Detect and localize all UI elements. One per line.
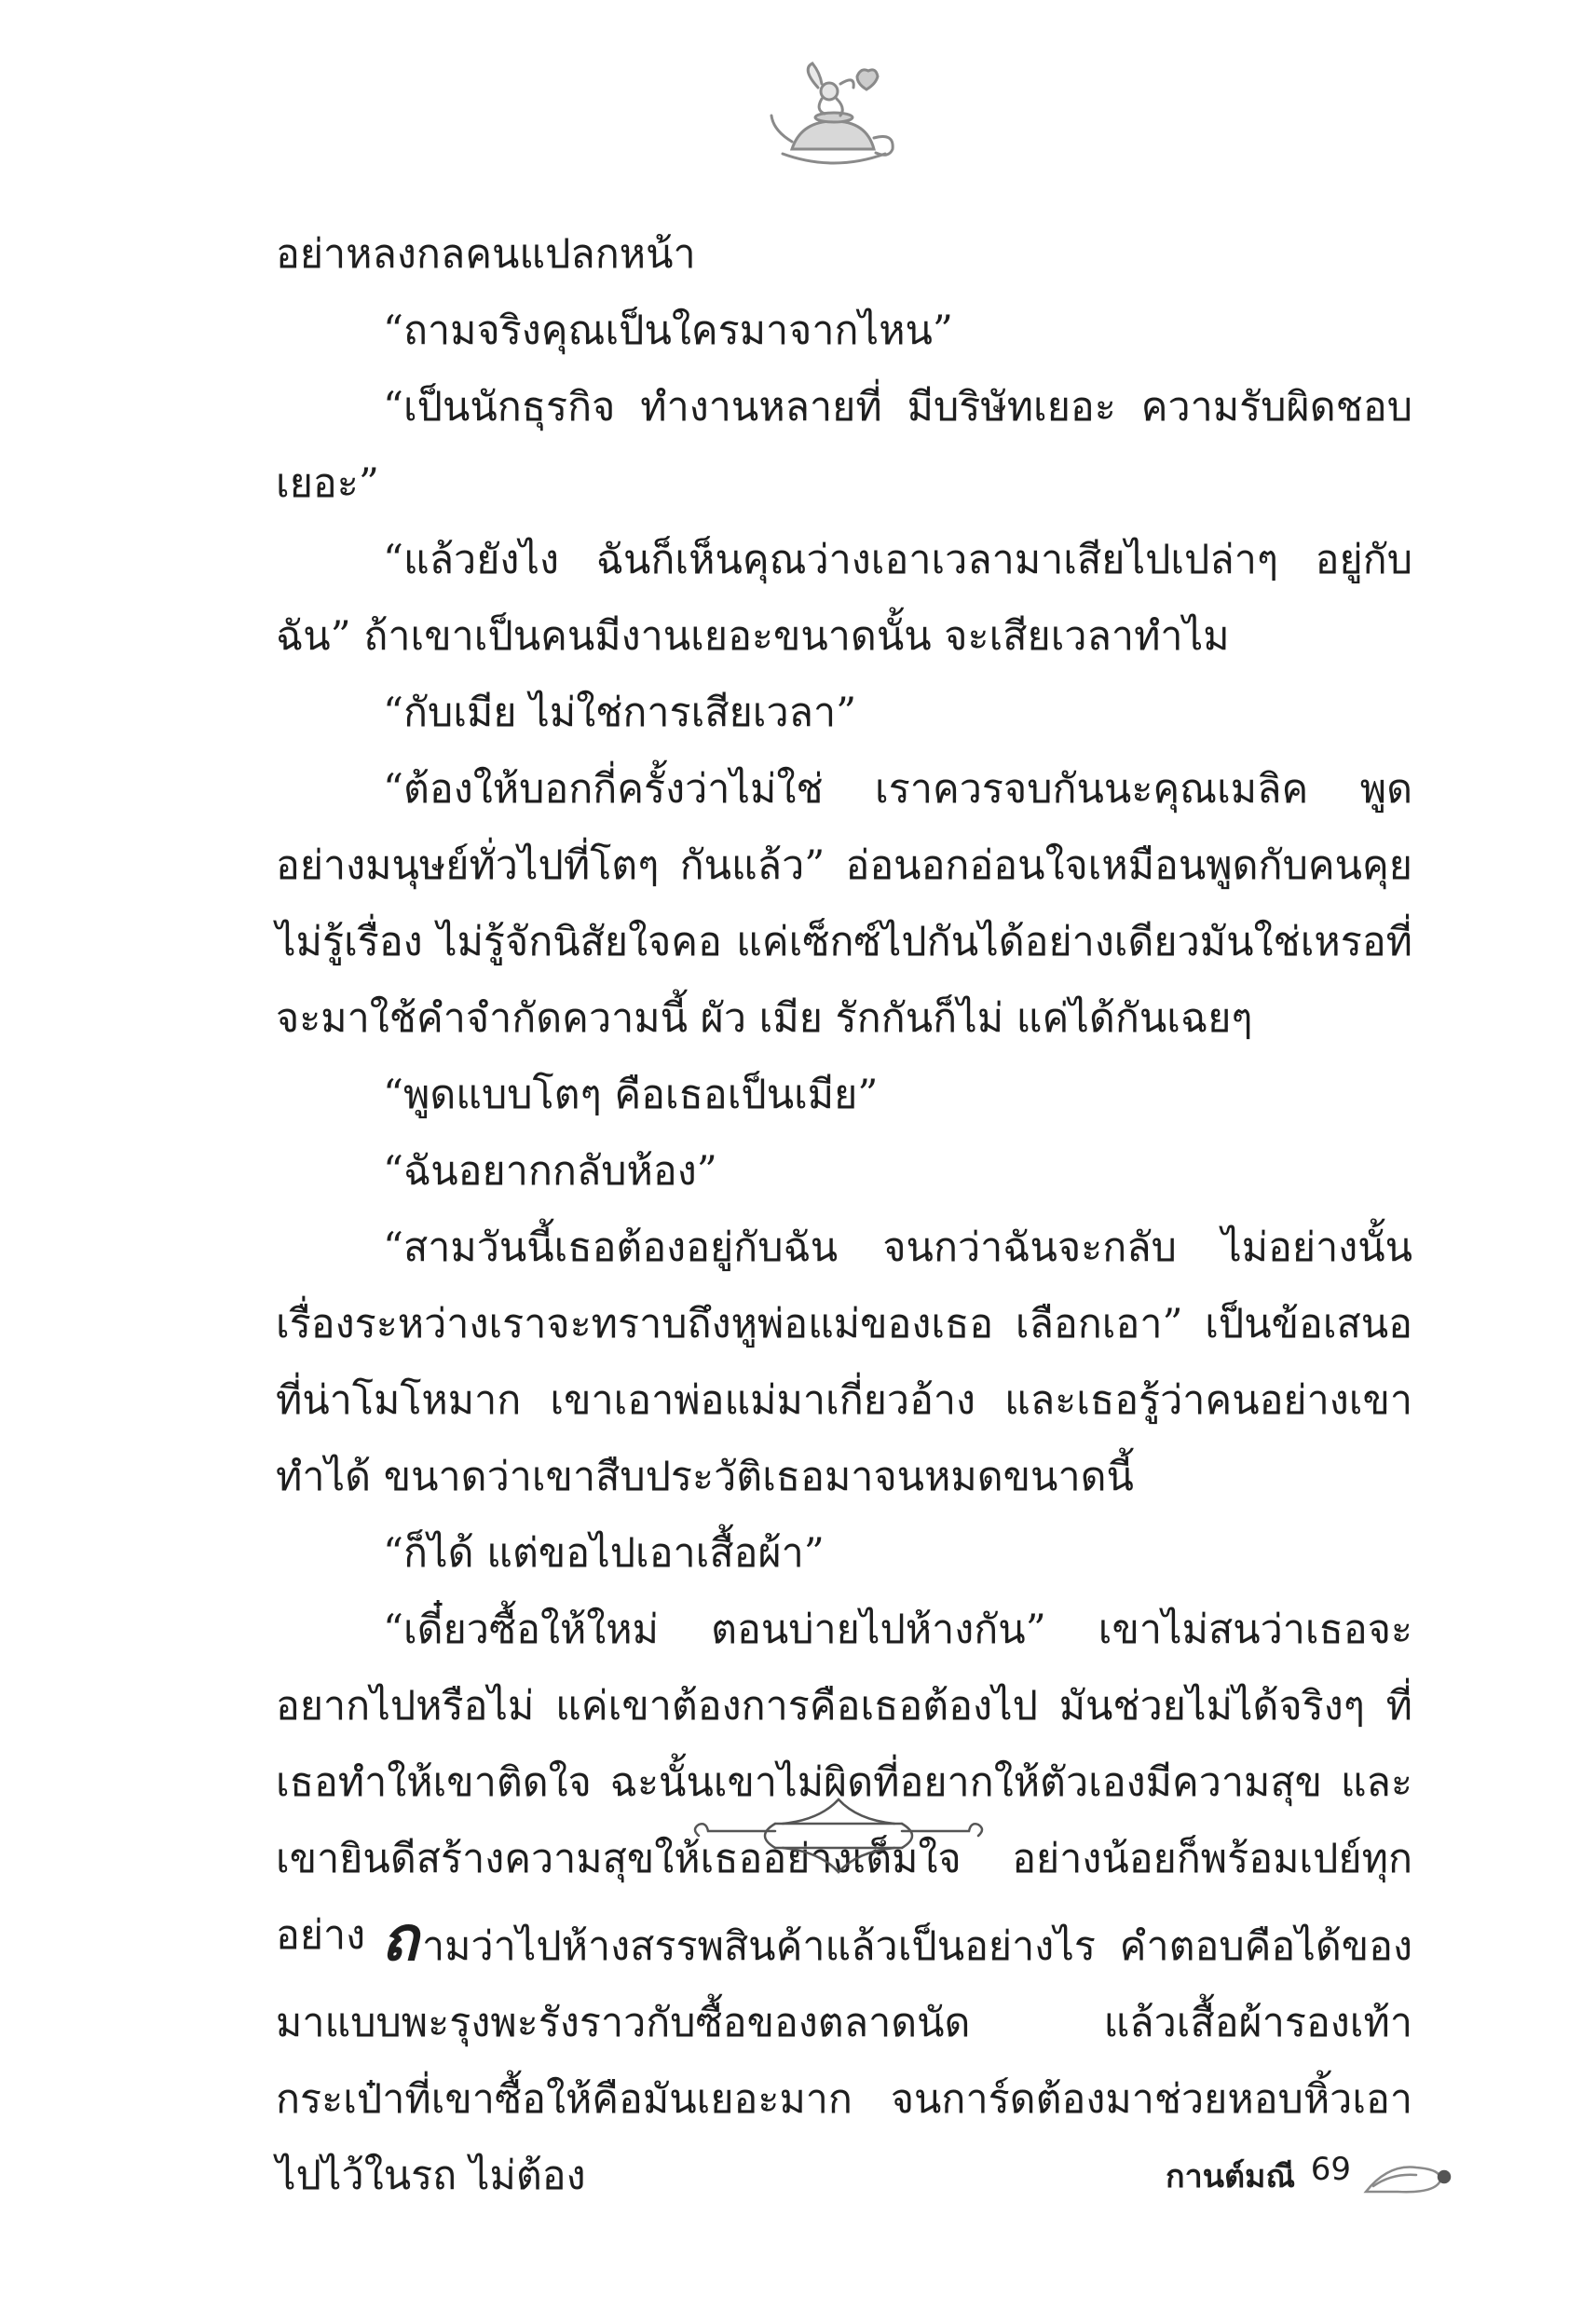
paragraph: “แล้วยังไง ฉันก็เห็นคุณว่างเอาเวลามาเสียไปเปล่าๆ อยู่กับฉัน” ถ้าเขาเป็นคนมีงานเยอะขนาดนั้น จะเสียเวลาทำไม bbox=[276, 537, 1412, 660]
paragraph: “ต้องให้บอกกี่ครั้งว่าไม่ใช่ เราควรจบกันนะคุณเมลิค พูดอย่างมนุษย์ทั่วไปที่โตๆ กันแล้ว” อ่อนอกอ่อนใจเหมือนพูดกับคนคุยไม่รู้เรื่อง ไม่รู้จักนิสัยใจคอ แค่เซ็กซ์ไปกันได้อย่างเดียวมันใช่เหรอที่จะมาใช้คำจำกัดความนี้ ผัว เมีย รักกันก็ไม่ แค่ได้กันเฉยๆ bbox=[276, 766, 1412, 1042]
body-text bbox=[276, 216, 1412, 1974]
teapot-ornament-icon bbox=[1360, 2145, 1453, 2199]
paragraph: “สามวันนี้เธอต้องอยู่กับฉัน จนกว่าฉันจะกลับ ไม่อย่างนั้นเรื่องระหว่างเราจะทราบถึงหูพ่อแม่ของเธอ เลือกเอา” เป็นข้อเสนอที่น่าโมโหมาก เขาเอาพ่อแม่มาเกี่ยวอ้าง และเธอรู้ว่าคนอย่างเขาทำได้ ขนาดว่าเขาสืบประวัติเธอมาจนหมดขนาดนี้ bbox=[276, 1224, 1412, 1500]
paragraph: “ก็ได้ แต่ขอไปเอาเสื้อผ้า” bbox=[383, 1530, 825, 1577]
paragraph: “เป็นนักธุรกิจ ทำงานหลายที่ มีบริษัทเยอะ ความรับผิดชอบเยอะ” bbox=[276, 384, 1412, 507]
paragraph: อย่าหลงกลคนแปลกหน้า bbox=[276, 231, 696, 278]
paragraph: “เดี๋ยวซื้อให้ใหม่ ตอนบ่ายไปห้างกัน” เขาไม่สนว่าเธอจะอยากไปหรือไม่ แค่เขาต้องการคือเธอต้องไป มันช่วยไม่ได้จริงๆ ที่เธอทำให้เขาติดใจ ฉะนั้นเขาไม่ผิดที่อยากให้ตัวเองมีความสุข และเขายินดีสร้างความสุขให้เธออย่างเต็มใจ อย่างน้อยก็พร้อมเปย์ทุกอย่าง bbox=[276, 1607, 1412, 1959]
paragraph: “กับเมีย ไม่ใช่การเสียเวลา” bbox=[383, 690, 857, 736]
section-two-text: ามว่าไปห้างสรรพสินค้าแล้วเป็นอย่างไร คำตอบคือได้ของมาแบบพะรุงพะรังราวกับซื้อของตลาดนัด แล้วเสื้อผ้ารองเท้ากระเป๋าที่เขาซื้อให้คือมันเยอะมาก จนการ์ดต้องมาช่วยหอบหิ้วเอาไปไว้ในรถ ไม่ต้อง bbox=[276, 1923, 1412, 2199]
paragraph: “พูดแบบโตๆ คือเธอเป็นเมีย” bbox=[383, 1072, 879, 1118]
page-number: 69 bbox=[1310, 2151, 1351, 2188]
drop-cap: ถ bbox=[381, 1903, 418, 1975]
scroll-divider-icon bbox=[689, 1794, 988, 1878]
book-title: กานต์มณี bbox=[1166, 2158, 1295, 2195]
paragraph: “ถามจริงคุณเป็นใครมาจากไหน” bbox=[383, 308, 953, 354]
page-footer bbox=[1062, 2145, 1453, 2201]
paragraph: “ฉันอยากกลับห้อง” bbox=[383, 1148, 717, 1195]
cupid-teapot-ornament-icon bbox=[764, 56, 904, 177]
